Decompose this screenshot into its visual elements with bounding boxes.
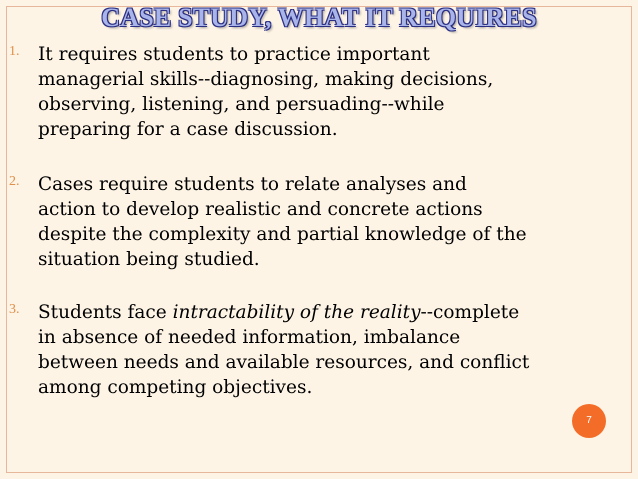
list-line: among competing objectives. xyxy=(38,377,313,398)
list-text-1 xyxy=(38,42,634,142)
list-line: between needs and available resources, and conflict xyxy=(38,352,530,373)
list-number-3: 3. xyxy=(9,302,20,317)
list-line-suffix: --complete xyxy=(420,302,520,323)
list-line: managerial skills--diagnosing, making decisions, xyxy=(38,69,494,90)
list-line: observing, listening, and persuading--while xyxy=(38,94,445,115)
list-line: situation being studied. xyxy=(38,249,260,270)
list-text-3 xyxy=(38,300,634,400)
list-line: in absence of needed information, imbalance xyxy=(38,327,461,348)
list-line: despite the complexity and partial knowledge of the xyxy=(38,224,527,245)
list-line: action to develop realistic and concrete actions xyxy=(38,199,483,220)
slide-title: CASE STUDY, WHAT IT REQUIRES xyxy=(101,3,537,32)
list-line-prefix: Students face xyxy=(38,302,173,323)
list-line: Cases require students to relate analyses and xyxy=(38,174,467,195)
list-number-1: 1. xyxy=(9,44,20,59)
list-line xyxy=(38,300,634,325)
page-number-badge: 7 xyxy=(572,404,606,438)
emphasis-text: intractability of the reality xyxy=(172,302,421,323)
list-text-2 xyxy=(38,172,634,272)
list-line: preparing for a case discussion. xyxy=(38,119,338,140)
list-line: It requires students to practice important xyxy=(38,44,430,65)
list-number-2: 2. xyxy=(9,174,20,189)
